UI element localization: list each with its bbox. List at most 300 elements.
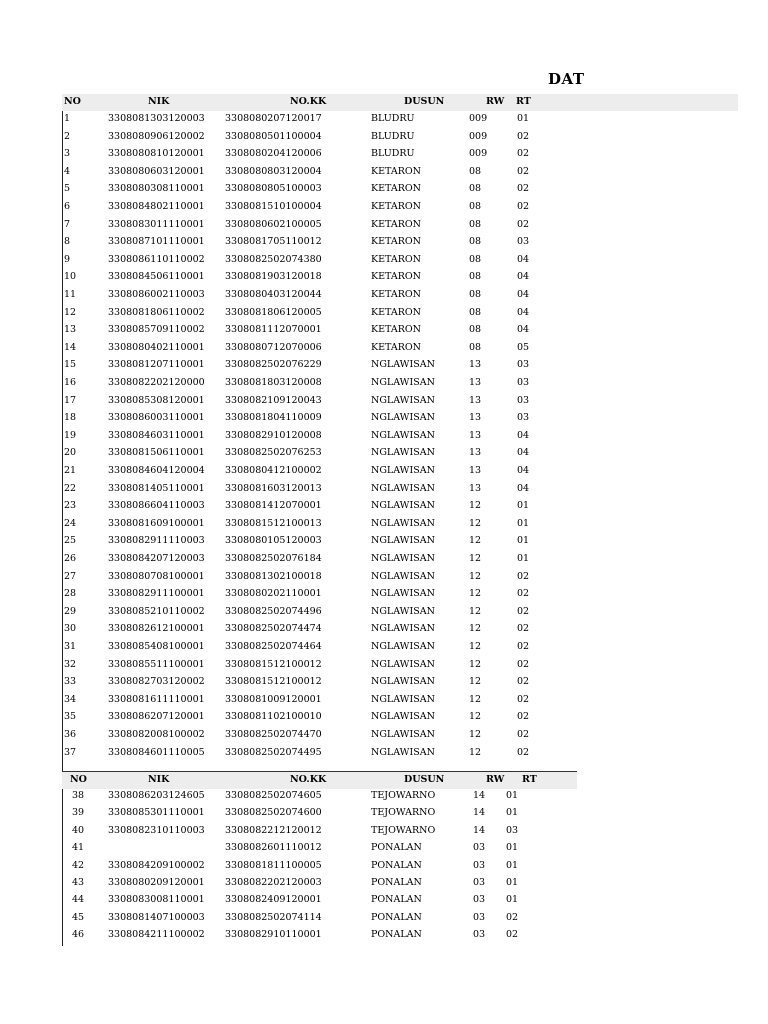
- cell-nik: 3308086207120001: [108, 711, 205, 723]
- cell-nik: 3308085709110002: [108, 324, 205, 336]
- cell-rw: 12: [469, 693, 482, 705]
- table-row: [62, 621, 577, 638]
- cell-rt: 02: [517, 148, 530, 160]
- table-row: [62, 322, 577, 339]
- cell-dusun: NGLAWISAN: [371, 500, 435, 512]
- cell-dusun: PONALAN: [371, 894, 422, 906]
- table-row: [62, 287, 577, 304]
- cell-nik: 3308084604120004: [108, 465, 205, 476]
- cell-rw: 08: [469, 306, 482, 318]
- cell-rw: 12: [469, 711, 482, 723]
- cell-rt: 02: [517, 218, 530, 230]
- cell-rw: 12: [469, 570, 482, 582]
- table-row: [62, 910, 577, 927]
- cell-rw: 12: [469, 535, 482, 547]
- header-no: NO: [70, 774, 87, 785]
- cell-kk: 3308082502074496: [225, 605, 322, 617]
- cell-rt: 01: [506, 790, 519, 801]
- cell-rw: 03: [473, 929, 486, 941]
- cell-dusun: BLUDRU: [371, 130, 415, 142]
- cell-kk: 3308082502076229: [225, 359, 322, 371]
- cell-rt: 03: [517, 236, 530, 248]
- cell-dusun: NGLAWISAN: [371, 447, 435, 459]
- cell-kk: 3308081112070001: [225, 324, 322, 336]
- cell-rt: 02: [517, 588, 530, 600]
- cell-rw: 009: [469, 130, 488, 142]
- table-row: [62, 551, 577, 568]
- cell-rw: 12: [469, 623, 482, 635]
- table-row: [62, 252, 577, 269]
- cell-kk: 3308082409120001: [225, 894, 322, 906]
- cell-rw: 13: [469, 465, 482, 476]
- cell-rt: 04: [517, 465, 530, 476]
- table-row: [62, 111, 577, 128]
- cell-dusun: PONALAN: [371, 911, 422, 923]
- cell-rw: 13: [469, 412, 482, 424]
- cell-nik: 3308083008110001: [108, 894, 205, 906]
- cell-kk: 3308080403120044: [225, 289, 322, 300]
- cell-nik: 3308084207120003: [108, 553, 205, 564]
- cell-kk: 3308082910120008: [225, 429, 322, 441]
- header-rt: RT: [516, 96, 531, 107]
- cell-rt: 01: [517, 517, 530, 529]
- cell-rw: 03: [473, 877, 486, 888]
- cell-no: 37: [64, 746, 77, 758]
- cell-nik: 3308080209120001: [108, 877, 205, 888]
- cell-dusun: NGLAWISAN: [371, 570, 435, 582]
- header-no: NO: [64, 96, 81, 107]
- cell-rt: 02: [517, 711, 530, 723]
- table-row: [62, 164, 577, 181]
- cell-nik: 3308082911100001: [108, 588, 205, 600]
- table-row: [62, 217, 577, 234]
- cell-rt: 01: [517, 500, 530, 512]
- cell-nik: 3308082310110003: [108, 824, 205, 836]
- cell-nik: 3308081303120003: [108, 113, 205, 124]
- cell-dusun: KETARON: [371, 324, 421, 336]
- cell-kk: 3308081804110009: [225, 412, 322, 424]
- cell-rw: 03: [473, 842, 486, 854]
- cell-kk: 3308081806120005: [225, 306, 322, 318]
- cell-no: 40: [72, 824, 85, 836]
- cell-rw: 08: [469, 341, 482, 353]
- cell-rw: 14: [473, 824, 486, 836]
- table-row: [62, 181, 577, 198]
- cell-kk: 3308082502074464: [225, 641, 322, 652]
- cell-no: 28: [64, 588, 77, 600]
- cell-dusun: NGLAWISAN: [371, 641, 435, 652]
- cell-rw: 12: [469, 729, 482, 740]
- cell-no: 27: [64, 570, 77, 582]
- cell-nik: 3308086604110003: [108, 500, 205, 512]
- cell-rw: 03: [473, 911, 486, 923]
- cell-kk: 3308081512100012: [225, 676, 322, 688]
- header-rt: RT: [522, 774, 537, 785]
- cell-dusun: NGLAWISAN: [371, 746, 435, 758]
- cell-rt: 04: [517, 324, 530, 336]
- table-row: [62, 604, 577, 621]
- cell-no: 3: [64, 148, 71, 160]
- cell-nik: 3308081506110001: [108, 447, 205, 459]
- cell-dusun: PONALAN: [371, 859, 422, 871]
- table-header-2: [62, 771, 577, 789]
- cell-nik: 3308084601110005: [108, 746, 205, 758]
- cell-dusun: NGLAWISAN: [371, 517, 435, 529]
- cell-rt: 03: [506, 824, 519, 836]
- cell-rt: 04: [517, 306, 530, 318]
- cell-rw: 08: [469, 218, 482, 230]
- cell-nik: 3308081609100001: [108, 517, 205, 529]
- cell-kk: 3308080805100003: [225, 183, 322, 195]
- cell-dusun: NGLAWISAN: [371, 676, 435, 688]
- cell-kk: 3308082502074600: [225, 807, 322, 819]
- cell-rw: 12: [469, 676, 482, 688]
- cell-nik: 3308081207110001: [108, 359, 205, 371]
- cell-no: 12: [64, 306, 77, 318]
- cell-rt: 01: [506, 859, 519, 871]
- cell-nik: 3308080308110001: [108, 183, 205, 195]
- cell-no: 11: [64, 289, 77, 300]
- cell-dusun: NGLAWISAN: [371, 553, 435, 564]
- cell-dusun: KETARON: [371, 253, 421, 265]
- cell-nik: 3308084209100002: [108, 859, 205, 871]
- cell-no: 10: [64, 271, 77, 283]
- cell-no: 33: [64, 676, 77, 688]
- cell-kk: 3308080207120017: [225, 113, 322, 124]
- cell-rw: 08: [469, 165, 482, 177]
- cell-nik: 3308080810120001: [108, 148, 205, 160]
- cell-nik: 3308085301110001: [108, 807, 205, 819]
- cell-kk: 3308082601110012: [225, 842, 322, 854]
- cell-nik: 3308081407100003: [108, 911, 205, 923]
- cell-no: 22: [64, 482, 77, 494]
- cell-kk: 3308082502074114: [225, 911, 322, 923]
- cell-no: 13: [64, 324, 77, 336]
- cell-no: 19: [64, 429, 77, 441]
- cell-kk: 3308081009120001: [225, 693, 322, 705]
- cell-rt: 02: [517, 746, 530, 758]
- cell-dusun: TEJOWARNO: [371, 824, 436, 836]
- cell-nik: 3308080402110001: [108, 341, 205, 353]
- table-row: [62, 745, 577, 762]
- cell-rw: 12: [469, 658, 482, 670]
- cell-rt: 05: [517, 341, 530, 353]
- table-row: [62, 269, 577, 286]
- cell-rw: 08: [469, 289, 482, 300]
- header-rw: RW: [486, 774, 505, 785]
- cell-nik: 3308084802110001: [108, 201, 205, 212]
- cell-no: 20: [64, 447, 77, 459]
- cell-dusun: NGLAWISAN: [371, 623, 435, 635]
- table-row: [62, 788, 577, 805]
- cell-rw: 08: [469, 253, 482, 265]
- cell-kk: 3308082502074380: [225, 253, 322, 265]
- table-row: [62, 445, 577, 462]
- table-row: [62, 927, 577, 944]
- cell-nik: 3308085408100001: [108, 641, 205, 652]
- cell-kk: 3308082212120012: [225, 824, 322, 836]
- cell-rt: 04: [517, 482, 530, 494]
- cell-rw: 08: [469, 324, 482, 336]
- cell-rw: 08: [469, 236, 482, 248]
- cell-nik: 3308080603120001: [108, 165, 205, 177]
- table-row: [62, 858, 577, 875]
- cell-no: 46: [72, 929, 85, 941]
- cell-rw: 14: [473, 807, 486, 819]
- cell-nik: 3308081611110001: [108, 693, 205, 705]
- cell-dusun: KETARON: [371, 218, 421, 230]
- cell-no: 26: [64, 553, 77, 564]
- cell-rw: 13: [469, 394, 482, 406]
- header-nokk: NO.KK: [290, 96, 327, 107]
- cell-nik: 3308081806110002: [108, 306, 205, 318]
- cell-kk: 3308081603120013: [225, 482, 322, 494]
- cell-kk: 3308082910110001: [225, 929, 322, 941]
- cell-rt: 04: [517, 289, 530, 300]
- table-row: [62, 516, 577, 533]
- cell-no: 42: [72, 859, 85, 871]
- cell-kk: 3308081512100012: [225, 658, 322, 670]
- header-nokk: NO.KK: [290, 774, 327, 785]
- table-row: [62, 639, 577, 656]
- cell-kk: 3308082109120043: [225, 394, 322, 406]
- cell-rt: 02: [517, 623, 530, 635]
- cell-dusun: NGLAWISAN: [371, 605, 435, 617]
- table-row: [62, 393, 577, 410]
- cell-rt: 01: [506, 877, 519, 888]
- cell-kk: 3308082502074474: [225, 623, 322, 635]
- cell-rt: 03: [517, 394, 530, 406]
- cell-no: 8: [64, 236, 71, 248]
- table-row: [62, 428, 577, 445]
- cell-no: 30: [64, 623, 77, 635]
- cell-kk: 3308080202110001: [225, 588, 322, 600]
- cell-nik: 3308085308120001: [108, 394, 205, 406]
- cell-nik: 3308087101110001: [108, 236, 205, 248]
- cell-nik: 3308085210110002: [108, 605, 205, 617]
- cell-kk: 3308082502074605: [225, 790, 322, 801]
- cell-no: 32: [64, 658, 77, 670]
- cell-no: 23: [64, 500, 77, 512]
- cell-rt: 02: [517, 165, 530, 177]
- table-row: [62, 340, 577, 357]
- cell-rw: 12: [469, 641, 482, 652]
- cell-nik: 3308082202120000: [108, 377, 205, 388]
- cell-rt: 02: [506, 929, 519, 941]
- cell-dusun: KETARON: [371, 236, 421, 248]
- table-row: [62, 463, 577, 480]
- cell-no: 43: [72, 877, 85, 888]
- cell-rt: 04: [517, 429, 530, 441]
- cell-nik: 3308086002110003: [108, 289, 205, 300]
- cell-no: 36: [64, 729, 77, 740]
- cell-rt: 01: [517, 553, 530, 564]
- table-row: [62, 875, 577, 892]
- cell-kk: 3308081705110012: [225, 236, 322, 248]
- cell-no: 41: [72, 842, 85, 854]
- cell-dusun: NGLAWISAN: [371, 359, 435, 371]
- cell-kk: 3308081512100013: [225, 517, 322, 529]
- cell-rt: 04: [517, 253, 530, 265]
- cell-rt: 04: [517, 447, 530, 459]
- table-header: [62, 94, 738, 111]
- cell-dusun: NGLAWISAN: [371, 465, 435, 476]
- cell-kk: 3308081903120018: [225, 271, 322, 283]
- cell-kk: 3308081412070001: [225, 500, 322, 512]
- cell-rt: 01: [517, 113, 530, 124]
- cell-rw: 12: [469, 553, 482, 564]
- cell-rt: 02: [517, 658, 530, 670]
- table-row: [62, 674, 577, 691]
- cell-no: 44: [72, 894, 85, 906]
- table-row: [62, 892, 577, 909]
- cell-kk: 3308081803120008: [225, 377, 322, 388]
- cell-no: 5: [64, 183, 71, 195]
- cell-rw: 009: [469, 148, 488, 160]
- table-row: [62, 357, 577, 374]
- cell-no: 39: [72, 807, 85, 819]
- page-title: DAT: [548, 70, 585, 88]
- cell-kk: 3308081811100005: [225, 859, 322, 871]
- cell-no: 45: [72, 911, 85, 923]
- cell-rw: 14: [473, 790, 486, 801]
- cell-dusun: PONALAN: [371, 877, 422, 888]
- cell-no: 2: [64, 130, 71, 142]
- cell-dusun: KETARON: [371, 306, 421, 318]
- cell-rt: 02: [517, 183, 530, 195]
- cell-nik: 3308086110110002: [108, 253, 205, 265]
- cell-rw: 08: [469, 201, 482, 212]
- cell-nik: 3308082703120002: [108, 676, 205, 688]
- cell-dusun: TEJOWARNO: [371, 790, 436, 801]
- cell-kk: 3308080204120006: [225, 148, 322, 160]
- cell-nik: 3308082612100001: [108, 623, 205, 635]
- cell-dusun: KETARON: [371, 183, 421, 195]
- cell-nik: 3308080906120002: [108, 130, 205, 142]
- cell-dusun: NGLAWISAN: [371, 693, 435, 705]
- cell-rt: 02: [517, 693, 530, 705]
- cell-nik: 3308082008100002: [108, 729, 205, 740]
- cell-kk: 3308082502076253: [225, 447, 322, 459]
- table-row: [62, 481, 577, 498]
- cell-kk: 3308080412100002: [225, 465, 322, 476]
- cell-rw: 13: [469, 447, 482, 459]
- cell-dusun: NGLAWISAN: [371, 588, 435, 600]
- cell-nik: 3308080708100001: [108, 570, 205, 582]
- cell-kk: 3308081302100018: [225, 570, 322, 582]
- cell-no: 6: [64, 201, 71, 212]
- table-row: [62, 709, 577, 726]
- cell-rt: 04: [517, 271, 530, 283]
- cell-kk: 3308082502076184: [225, 553, 322, 564]
- cell-rw: 13: [469, 377, 482, 388]
- cell-dusun: NGLAWISAN: [371, 394, 435, 406]
- cell-no: 9: [64, 253, 71, 265]
- cell-kk: 3308080501100004: [225, 130, 322, 142]
- cell-rw: 12: [469, 588, 482, 600]
- cell-nik: 3308084506110001: [108, 271, 205, 283]
- cell-no: 25: [64, 535, 77, 547]
- cell-rt: 03: [517, 359, 530, 371]
- cell-dusun: NGLAWISAN: [371, 377, 435, 388]
- cell-dusun: NGLAWISAN: [371, 658, 435, 670]
- cell-rt: 02: [517, 676, 530, 688]
- table-row: [62, 375, 577, 392]
- cell-no: 14: [64, 341, 77, 353]
- cell-dusun: NGLAWISAN: [371, 535, 435, 547]
- table-row: [62, 569, 577, 586]
- cell-rt: 03: [517, 377, 530, 388]
- cell-nik: 3308086203124605: [108, 790, 205, 801]
- cell-rw: 13: [469, 359, 482, 371]
- cell-nik: 3308084603110001: [108, 429, 205, 441]
- cell-dusun: BLUDRU: [371, 113, 415, 124]
- cell-rw: 03: [473, 859, 486, 871]
- cell-no: 38: [72, 790, 85, 801]
- cell-nik: 3308082911110003: [108, 535, 205, 547]
- cell-dusun: NGLAWISAN: [371, 412, 435, 424]
- table-row: [62, 533, 577, 550]
- cell-dusun: KETARON: [371, 271, 421, 283]
- cell-rw: 009: [469, 113, 488, 124]
- cell-dusun: KETARON: [371, 201, 421, 212]
- cell-dusun: NGLAWISAN: [371, 729, 435, 740]
- cell-no: 18: [64, 412, 77, 424]
- cell-dusun: PONALAN: [371, 929, 422, 941]
- cell-rt: 02: [517, 605, 530, 617]
- cell-no: 1: [64, 113, 71, 124]
- cell-rt: 01: [506, 842, 519, 854]
- cell-rt: 01: [506, 894, 519, 906]
- cell-no: 31: [64, 641, 77, 652]
- cell-rt: 02: [517, 130, 530, 142]
- cell-kk: 3308082502074470: [225, 729, 322, 740]
- cell-nik: 3308083011110001: [108, 218, 205, 230]
- cell-rt: 02: [517, 201, 530, 212]
- cell-kk: 3308080712070006: [225, 341, 322, 353]
- table-row: [62, 146, 577, 163]
- cell-no: 21: [64, 465, 77, 476]
- cell-rw: 12: [469, 500, 482, 512]
- cell-kk: 3308082502074495: [225, 746, 322, 758]
- header-dusun: DUSUN: [404, 96, 445, 107]
- table-row: [62, 692, 577, 709]
- header-nik: NIK: [148, 774, 170, 785]
- cell-no: 17: [64, 394, 77, 406]
- cell-kk: 3308081102100010: [225, 711, 322, 723]
- cell-kk: 3308080105120003: [225, 535, 322, 547]
- cell-nik: 3308084211100002: [108, 929, 205, 941]
- cell-dusun: NGLAWISAN: [371, 482, 435, 494]
- cell-nik: 3308085511100001: [108, 658, 205, 670]
- cell-no: 15: [64, 359, 77, 371]
- cell-no: 35: [64, 711, 77, 723]
- cell-rt: 02: [517, 570, 530, 582]
- header-dusun: DUSUN: [404, 774, 445, 785]
- cell-rt: 02: [506, 911, 519, 923]
- cell-rt: 03: [517, 412, 530, 424]
- table-row: [62, 410, 577, 427]
- table-row: [62, 727, 577, 744]
- header-rw: RW: [486, 96, 505, 107]
- cell-dusun: TEJOWARNO: [371, 807, 436, 819]
- cell-dusun: NGLAWISAN: [371, 429, 435, 441]
- cell-rt: 01: [506, 807, 519, 819]
- table-row: [62, 823, 577, 840]
- cell-dusun: KETARON: [371, 165, 421, 177]
- cell-no: 7: [64, 218, 71, 230]
- cell-no: 24: [64, 517, 77, 529]
